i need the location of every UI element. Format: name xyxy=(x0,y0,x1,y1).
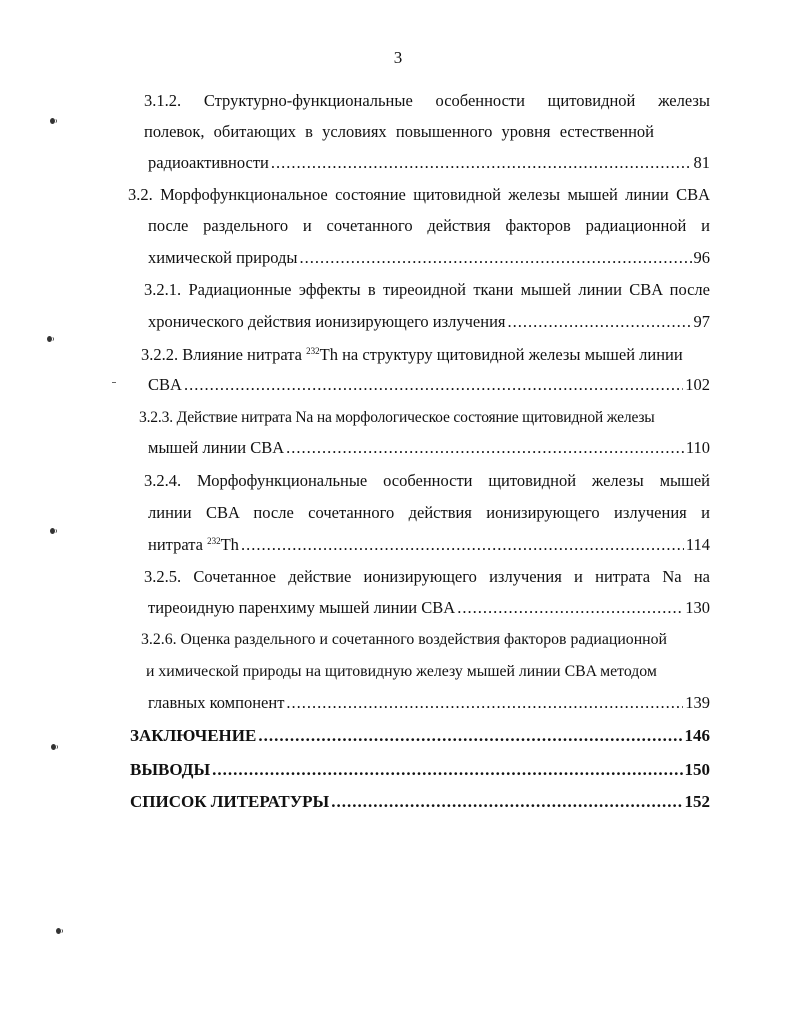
toc-entry-3-2-3-line-2[interactable] xyxy=(148,438,710,458)
toc-entry-3-2-1-page: 97 xyxy=(693,312,710,331)
toc-entry-conclusion[interactable] xyxy=(130,726,710,746)
dot-leader xyxy=(286,693,683,713)
toc-entry-findings[interactable] xyxy=(130,760,710,780)
scan-speck xyxy=(112,382,116,383)
toc-entry-references-page: 152 xyxy=(684,792,710,811)
toc-entry-3-2-6-page: 139 xyxy=(685,693,710,712)
punch-hole-mark xyxy=(50,528,55,534)
dot-leader xyxy=(300,248,692,268)
dot-leader xyxy=(184,375,683,395)
toc-entry-3-2-4-title-b: Th xyxy=(220,535,239,554)
toc-entry-3-2-2-title-end: CBA xyxy=(148,375,182,394)
toc-entry-3-2-2-title-a: 3.2.2. Влияние нитрата xyxy=(141,345,302,364)
toc-entry-3-2-page: 96 xyxy=(693,248,710,267)
dot-leader xyxy=(241,535,684,555)
toc-entry-3-2-5-page: 130 xyxy=(685,598,710,617)
punch-hole-mark xyxy=(51,744,56,750)
punch-hole-mark xyxy=(56,928,61,934)
punch-hole-mark xyxy=(47,336,52,342)
dot-leader xyxy=(212,760,682,780)
toc-entry-3-2-4-line-3[interactable] xyxy=(148,535,710,555)
toc-entry-3-2-5-line-2[interactable] xyxy=(148,598,710,618)
toc-entry-3-2-6-line-3[interactable] xyxy=(148,693,710,713)
toc-entry-3-2-6-line-1: 3.2.6. Оценка раздельного и сочетанного воздействия факторов радиационной xyxy=(141,631,667,648)
dot-leader xyxy=(271,153,692,173)
isotope-superscript: 232 xyxy=(306,346,320,356)
toc-entry-references-title: СПИСОК ЛИТЕРАТУРЫ xyxy=(130,792,330,811)
toc-entry-3-2-line-2: после раздельного и сочетанного действия факторов радиационной и xyxy=(148,216,710,235)
toc-entry-3-2-4-title-a: нитрата xyxy=(148,535,203,554)
toc-entry-3-1-2-line-2: полевок, обитающих в условиях повышенного уровня естественной xyxy=(144,122,654,141)
isotope-superscript: 232 xyxy=(207,536,221,546)
dot-leader xyxy=(258,726,682,746)
toc-entry-3-2-6-title-end: главных компонент xyxy=(148,693,285,712)
toc-entry-3-2-1-line-1: 3.2.1. Радиационные эффекты в тиреоидной ткани мышей линии CBA после xyxy=(144,280,710,299)
toc-entry-3-2-5-title-end: тиреоидную паренхиму мышей линии CBA xyxy=(148,598,456,617)
dot-leader xyxy=(286,438,684,458)
toc-entry-3-1-2-line-1: 3.1.2. Структурно-функциональные особенности щитовидной железы xyxy=(144,91,710,110)
toc-entry-3-2-3-line-1: 3.2.3. Действие нитрата Na на морфологическое состояние щитовидной железы xyxy=(139,409,655,426)
dot-leader xyxy=(331,792,682,812)
toc-entry-3-2-4-title-end xyxy=(148,535,239,555)
toc-entry-3-2-4-line-2: линии CBA после сочетанного действия ионизирующего излучения и xyxy=(148,503,710,522)
page-number: 3 xyxy=(393,48,403,67)
toc-entry-3-1-2-line-3[interactable] xyxy=(148,153,710,173)
toc-entry-3-2-2-line-1 xyxy=(141,345,710,365)
toc-entry-conclusion-page: 146 xyxy=(684,726,710,745)
toc-entry-3-2-4-line-1: 3.2.4. Морфофункциональные особенности щитовидной железы мышей xyxy=(144,471,710,490)
dot-leader xyxy=(508,312,692,332)
toc-entry-3-2-2-line-2[interactable] xyxy=(148,375,710,395)
toc-entry-3-2-title-end: химической природы xyxy=(148,248,298,267)
toc-entry-conclusion-title: ЗАКЛЮЧЕНИЕ xyxy=(130,726,257,745)
toc-entry-findings-title: ВЫВОДЫ xyxy=(130,760,211,779)
toc-entry-findings-page: 150 xyxy=(684,760,710,779)
dot-leader xyxy=(457,598,683,618)
toc-entry-3-2-3-title-end: мышей линии CBA xyxy=(148,438,285,457)
toc-entry-3-1-2-page: 81 xyxy=(693,153,710,172)
toc-entry-3-1-2-title-end: радиоактивности xyxy=(148,153,269,172)
toc-entry-3-2-6-line-2: и химической природы на щитовидную железу мышей линии CBA методом xyxy=(146,663,657,680)
toc-entry-3-2-2-page: 102 xyxy=(685,375,710,394)
toc-entry-references[interactable] xyxy=(130,792,710,812)
toc-entry-3-2-line-3[interactable] xyxy=(148,248,710,268)
toc-entry-3-2-2-title-b: Th на структуру щитовидной железы мышей линии xyxy=(319,345,683,364)
toc-entry-3-2-3-page: 110 xyxy=(685,438,710,457)
toc-entry-3-2-5-line-1: 3.2.5. Сочетанное действие ионизирующего излучения и нитрата Na на xyxy=(144,567,710,586)
toc-entry-3-2-4-page: 114 xyxy=(685,535,710,554)
toc-entry-3-2-line-1: 3.2. Морфофункциональное состояние щитовидной железы мышей линии CBA xyxy=(128,185,710,204)
toc-entry-3-2-1-line-2[interactable] xyxy=(148,312,710,332)
punch-hole-mark xyxy=(50,118,55,124)
toc-entry-3-2-1-title-end: хронического действия ионизирующего излучения xyxy=(148,312,506,331)
